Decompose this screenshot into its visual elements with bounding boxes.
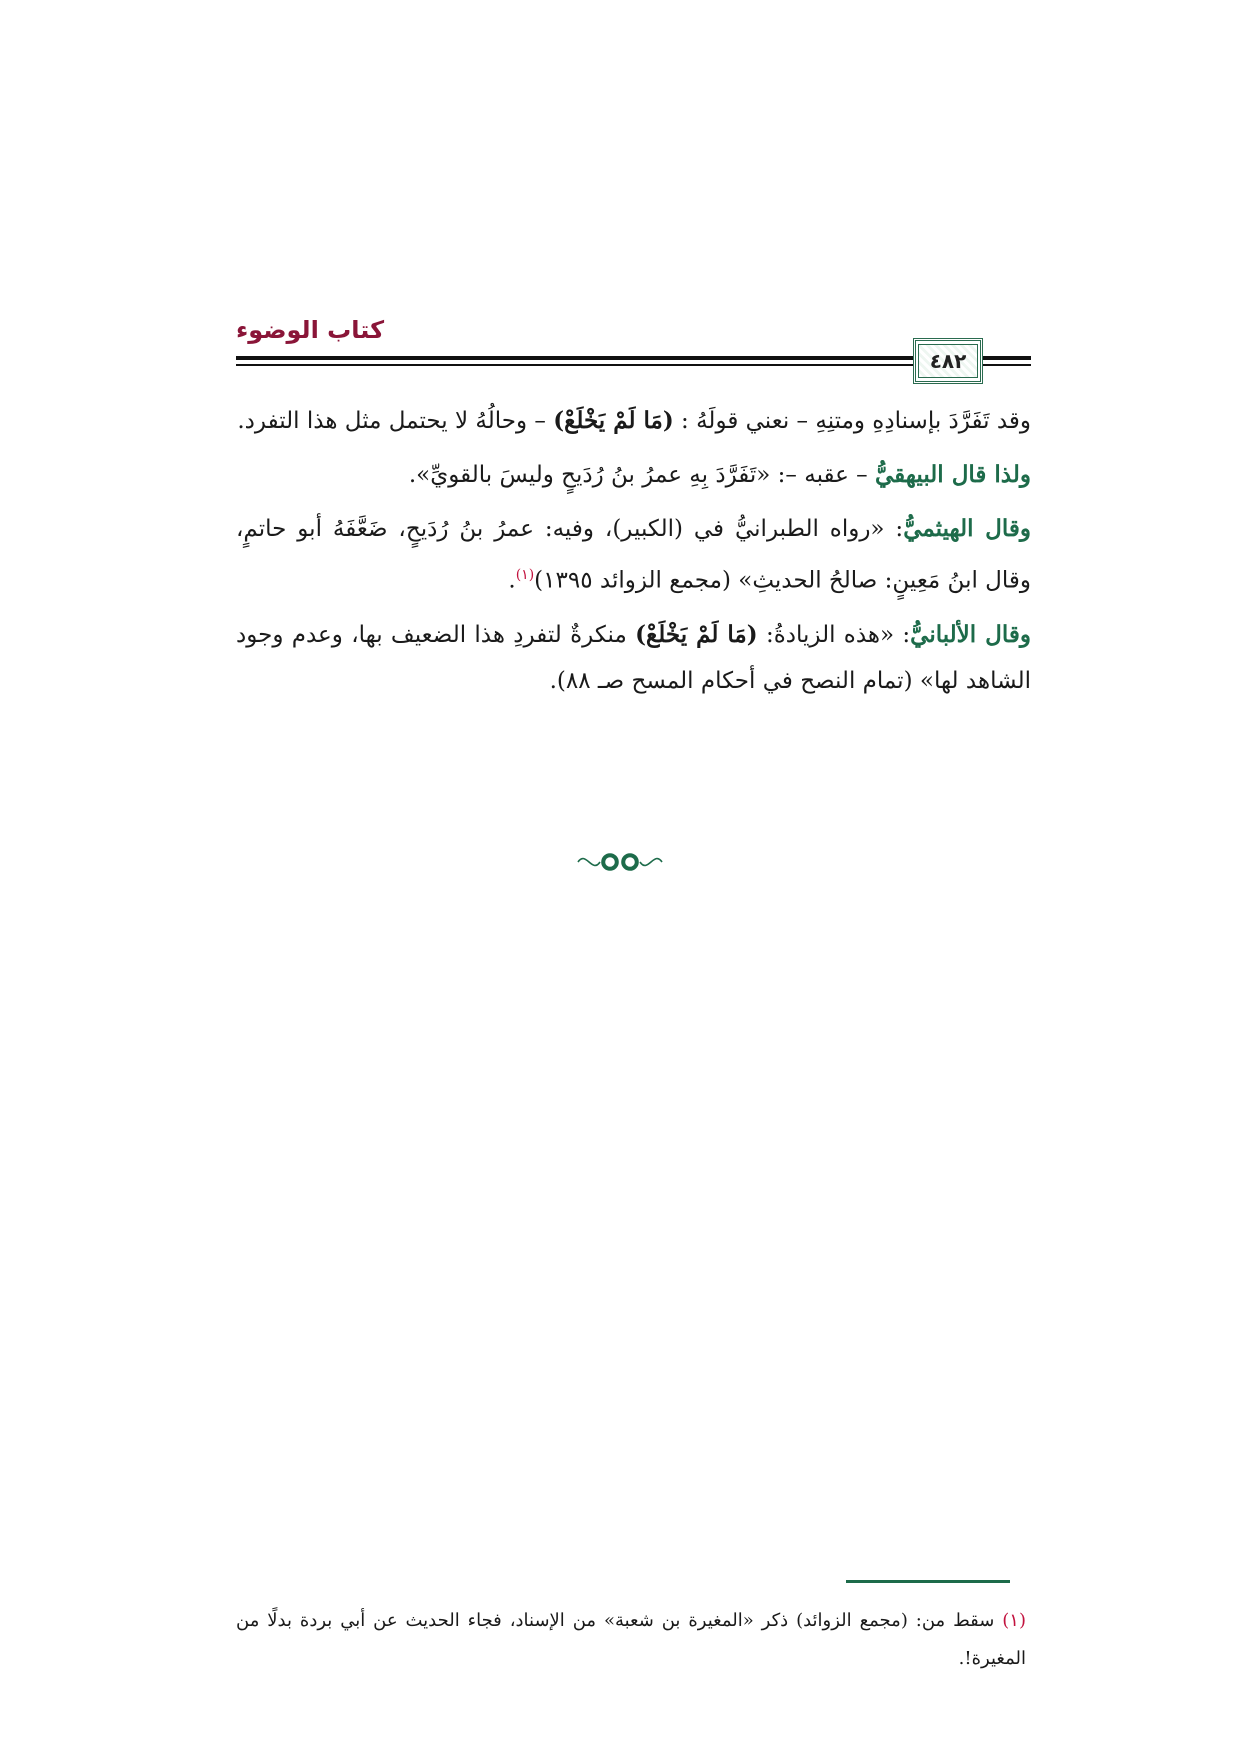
page-number-frame [913,338,983,384]
p1-text-2: – وحالُهُ لا يحتمل مثل هذا التفرد. [237,408,554,434]
p4-scholar-name: وقال الألبانيُّ [910,620,1032,648]
p3-text-2: . [508,567,516,594]
p2-text: – عقبه –: «تَفَرَّدَ بِهِ عمرُ بنُ رُدَيحٍ وليسَ بالقويِّ». [408,462,875,488]
paragraph-2 [236,452,1031,498]
p1-text-1: وقد تَفَرَّدَ بإسنادِهِ ومتنِهِ – نعني قولَهُ : [673,408,1031,434]
footnote-number: (١) [1002,1610,1026,1631]
paragraph-1 [236,398,1031,444]
chapter-title: كتاب الوضوء [236,316,385,344]
p3-text-1: : «رواه الطبرانيُّ في (الكبير)، وفيه: عمرُ بنُ رُدَيحٍ، ضَعَّفَهُ أبو حاتمٍ، وقال ابنُ مَعِينٍ: صالحُ الحديثِ» (مجمع الزوائد ١٣٩٥) [236,516,1031,594]
footnote-text: سقط من: (مجمع الزوائد) ذكر «المغيرة بن شعبة» من الإسناد، فجاء الحديث عن أبي بردة بدلًا من المغيرة!. [236,1610,1026,1669]
p4-text-2: منكرةٌ لتفردِ هذا الضعيف بها، وعدم وجود الشاهد لها» (تمام النصح في أحكام المسح صـ ٨٨). [236,621,1031,694]
main-text [236,398,1031,712]
p4-hadith-quote: (مَا لَمْ يَخْلَعْ) [635,620,758,648]
paragraph-4 [236,612,1031,704]
header-rule-thin [236,364,1031,366]
p4-text-1: : «هذه الزيادةُ: [757,621,911,648]
section-divider-ornament-icon [570,842,670,882]
p2-scholar-name: ولذا قال البيهقيُّ [875,461,1031,488]
p3-scholar-name: وقال الهيثميُّ [903,515,1031,542]
page-number: ٤٨٢ [918,344,978,378]
p1-hadith-quote: (مَا لَمْ يَخْلَعْ) [553,407,674,434]
header-rule-thick [236,356,1031,360]
footnote [236,1602,1026,1678]
paragraph-3 [236,506,1031,604]
footnote-reference[interactable]: (١) [515,567,535,583]
footnote-separator [846,1580,1010,1583]
